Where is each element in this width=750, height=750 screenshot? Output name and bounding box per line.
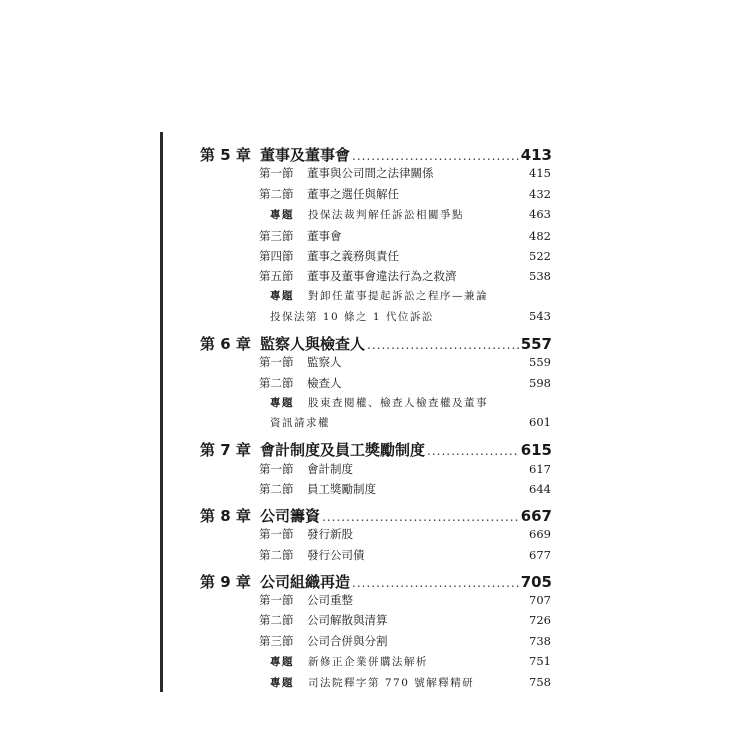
toc-entry-title: 公司籌資 [260, 507, 321, 525]
toc-entry-number: 專題 [270, 397, 294, 409]
toc-entry-number: 第 7 章 [200, 441, 251, 459]
toc-page-number: 644 [529, 482, 551, 496]
toc-topic-row [270, 675, 551, 690]
toc-section-row [259, 165, 551, 181]
toc-entry-number: 第一節 [259, 527, 294, 541]
toc-entry-number: 專題 [270, 656, 294, 668]
toc-entry-number: 第四節 [259, 249, 294, 263]
toc-section-row [259, 481, 551, 497]
toc-entry-number: 第一節 [259, 166, 294, 180]
toc-topic-row [270, 654, 551, 669]
toc-entry-title: 董事及董事會 [260, 146, 351, 164]
toc-section-row [259, 375, 551, 391]
toc-chapter-row [200, 333, 552, 354]
toc-entry-title: 司法院釋字第 770 號解釋精研 [308, 677, 475, 689]
toc-entry-title: 新修正企業併購法解析 [308, 656, 428, 668]
dot-leader [352, 576, 519, 590]
toc-section-row [259, 592, 551, 608]
toc-page-number: 751 [529, 654, 551, 668]
toc-chapter-row [200, 439, 552, 460]
toc-entry-title: 監察人與檢查人 [260, 335, 366, 353]
toc-entry-number: 第三節 [259, 229, 294, 243]
toc-page-number: 669 [529, 527, 551, 541]
dot-leader [427, 444, 519, 458]
toc-entry-title: 會計制度及員工獎勵制度 [260, 441, 426, 459]
toc-page-number: 538 [529, 269, 551, 283]
toc-page-number: 677 [529, 548, 551, 562]
toc-entry-title: 會計制度 [307, 462, 353, 476]
toc-entry-title: 對卸任董事提起訴訟之程序—兼論 [308, 290, 488, 302]
toc-entry-number: 第 5 章 [200, 146, 251, 164]
toc-entry-number: 第 6 章 [200, 335, 251, 353]
toc-page-number: 413 [520, 146, 552, 164]
toc-topic-row [270, 207, 551, 222]
toc-entry-title: 發行新股 [307, 527, 353, 541]
toc-page-number: 738 [529, 634, 551, 648]
toc-page-number: 601 [529, 415, 551, 429]
toc-section-row [259, 186, 551, 202]
toc-section-row [259, 547, 551, 563]
toc-entry-title: 檢查人 [307, 376, 342, 390]
toc-entry-title: 投保法裁判解任訴訟相關爭點 [308, 209, 464, 221]
toc-section-row [259, 526, 551, 542]
toc-entry-title: 投保法第 10 條之 1 代位訴訟 [270, 311, 434, 323]
toc-section-row [259, 633, 551, 649]
toc-page-number: 705 [520, 573, 552, 591]
toc-entry-title: 董事之選任與解任 [307, 187, 399, 201]
dot-leader [352, 149, 519, 163]
dot-leader [367, 338, 519, 352]
toc-entry-title: 資訊請求權 [270, 417, 330, 429]
toc-page-number: 432 [529, 187, 551, 201]
toc-entry-number: 第二節 [259, 613, 294, 627]
toc-page-number: 726 [529, 613, 551, 627]
toc-section-row [259, 612, 551, 628]
toc-entry-number: 第一節 [259, 462, 294, 476]
toc-entry-title: 股東查閱權、檢查人檢查權及董事 [308, 397, 488, 409]
toc-topic-row [270, 415, 551, 430]
toc-page-number: 482 [529, 229, 551, 243]
toc-entry-number: 專題 [270, 290, 294, 302]
toc-entry-title: 公司組織再造 [260, 573, 351, 591]
toc-section-row [259, 248, 551, 264]
toc-page-number: 667 [520, 507, 552, 525]
toc-entry-number: 第五節 [259, 269, 294, 283]
toc-page-number: 707 [529, 593, 551, 607]
toc-page-number: 758 [529, 675, 551, 689]
toc-entry-title: 公司重整 [307, 593, 353, 607]
toc-page-number: 615 [520, 441, 552, 459]
toc-entry-title: 董事之義務與責任 [307, 249, 399, 263]
toc-section-row [259, 268, 551, 284]
toc-topic-row [270, 288, 551, 303]
toc-section-row [259, 461, 551, 477]
toc-entry-title: 員工獎勵制度 [307, 482, 376, 496]
toc-page-number: 463 [529, 207, 551, 221]
toc-entry-number: 第一節 [259, 593, 294, 607]
toc-entry-title: 公司合併與分割 [307, 634, 388, 648]
toc-chapter-row [200, 505, 552, 526]
toc-entry-title: 董事與公司間之法律關係 [307, 166, 434, 180]
toc-page-number: 415 [529, 166, 551, 180]
toc-entry-title: 公司解散與清算 [307, 613, 388, 627]
toc-chapter-row [200, 144, 552, 165]
toc-entry-number: 第 8 章 [200, 507, 251, 525]
toc-entry-number: 專題 [270, 209, 294, 221]
toc-entry-title: 董事及董事會違法行為之救濟 [307, 269, 457, 283]
toc-entry-title: 董事會 [307, 229, 342, 243]
toc-page-number: 559 [529, 355, 551, 369]
toc-entry-number: 專題 [270, 677, 294, 689]
toc-chapter-row [200, 571, 552, 592]
toc-entry-number: 第二節 [259, 187, 294, 201]
toc-entry-title: 發行公司債 [307, 548, 365, 562]
toc-entry-title: 監察人 [307, 355, 342, 369]
toc-entry-number: 第二節 [259, 482, 294, 496]
toc-page-number: 543 [529, 309, 551, 323]
dot-leader [322, 510, 519, 524]
toc-entry-number: 第二節 [259, 376, 294, 390]
toc-page-number: 617 [529, 462, 551, 476]
toc-entry-number: 第 9 章 [200, 573, 251, 591]
toc-section-row [259, 354, 551, 370]
toc-topic-row [270, 395, 551, 410]
toc-page-number: 598 [529, 376, 551, 390]
toc-section-row [259, 228, 551, 244]
toc-topic-row [270, 309, 551, 324]
toc-page-number: 522 [529, 249, 551, 263]
toc-entry-number: 第一節 [259, 355, 294, 369]
toc-entry-number: 第二節 [259, 548, 294, 562]
toc-entry-number: 第三節 [259, 634, 294, 648]
toc-page-number: 557 [520, 335, 552, 353]
